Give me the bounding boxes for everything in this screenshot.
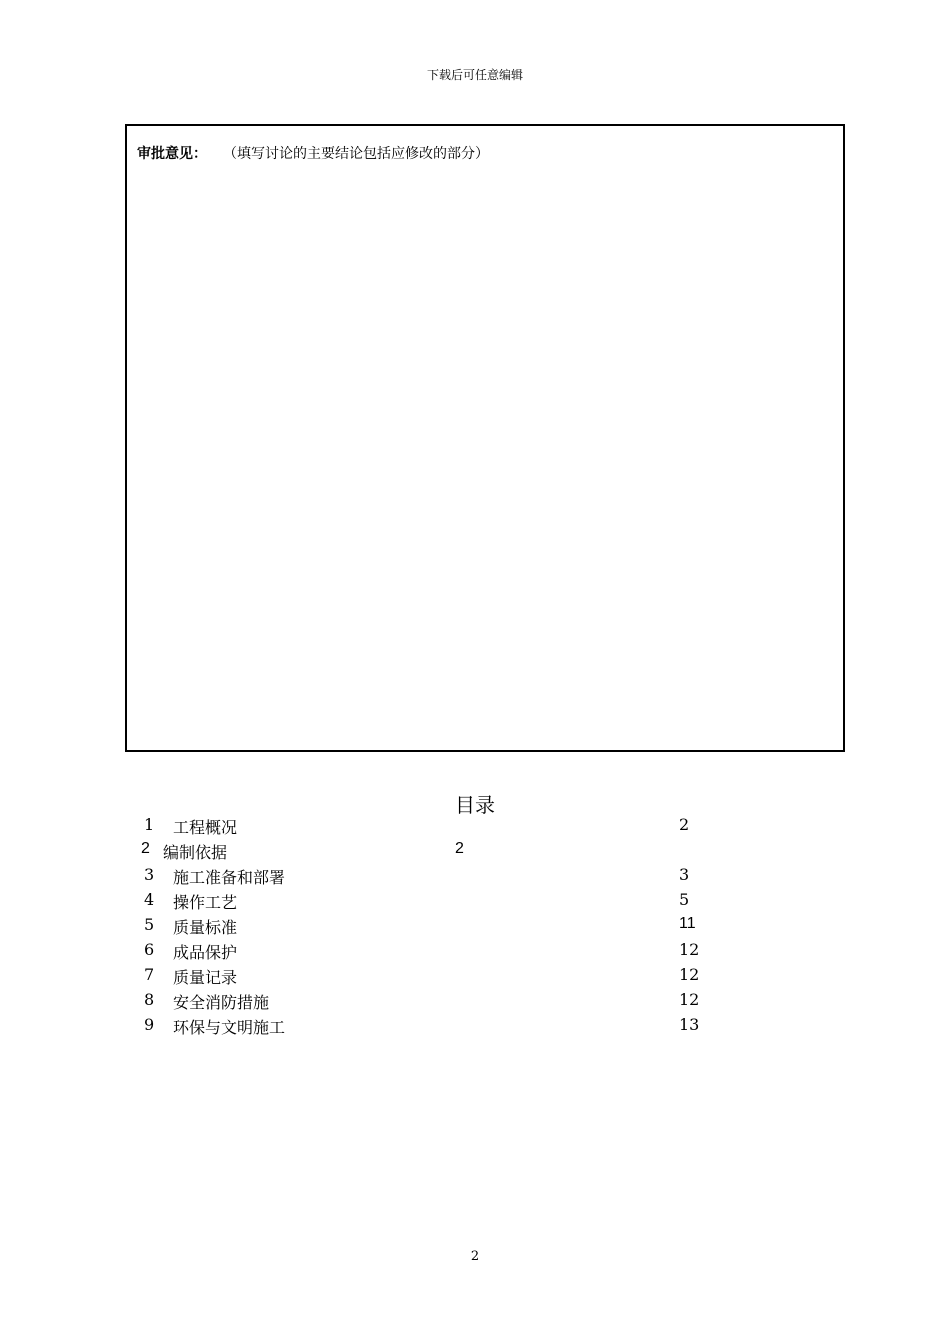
toc-item-page: 3 (679, 865, 690, 884)
toc-item (0, 990, 950, 1015)
approval-box (125, 124, 845, 752)
toc-item-page: 12 (679, 940, 700, 959)
toc-item (0, 890, 950, 915)
toc-item-label: 施工准备和部署 (173, 868, 286, 887)
toc-item-number: 3 (144, 865, 155, 884)
toc-item-number: 4 (144, 890, 155, 909)
approval-label: 审批意见： (137, 146, 207, 162)
toc-item-number: 2 (141, 840, 150, 857)
toc-item-label: 工程概况 (173, 818, 238, 837)
toc-item (0, 940, 950, 965)
toc-item (0, 840, 950, 865)
toc-item-label: 编制依据 (163, 843, 228, 862)
toc-item-page: 2 (455, 840, 464, 857)
toc-item-number: 8 (144, 990, 155, 1009)
toc-item-page: 12 (679, 965, 700, 984)
toc-item-number: 7 (144, 965, 155, 984)
toc-item-label: 环保与文明施工 (173, 1018, 286, 1037)
toc-item-page: 2 (679, 815, 690, 834)
toc-item-label: 安全消防措施 (173, 993, 270, 1012)
toc-item (0, 965, 950, 990)
toc-item (0, 815, 950, 840)
toc-item (0, 915, 950, 940)
toc-item (0, 1015, 950, 1040)
toc-item-number: 1 (144, 815, 155, 834)
toc-item-page: 5 (679, 890, 690, 909)
toc-item-page: 11 (679, 915, 696, 932)
toc-item-label: 成品保护 (173, 943, 238, 962)
toc-item-number: 5 (144, 915, 155, 934)
toc-item-label: 质量记录 (173, 968, 238, 987)
toc-item-page: 13 (679, 1015, 700, 1034)
toc-item-label: 操作工艺 (173, 893, 238, 912)
page-number: 2 (470, 1249, 480, 1264)
approval-hint: （填写讨论的主要结论包括应修改的部分） (223, 146, 489, 162)
toc-item-number: 9 (144, 1015, 155, 1034)
toc-item-page: 12 (679, 990, 700, 1009)
toc-item (0, 865, 950, 890)
toc-item-label: 质量标准 (173, 918, 238, 937)
toc-title: 目录 (455, 793, 495, 817)
toc-item-number: 6 (144, 940, 155, 959)
page-header: 下载后可任意编辑 (426, 68, 523, 82)
